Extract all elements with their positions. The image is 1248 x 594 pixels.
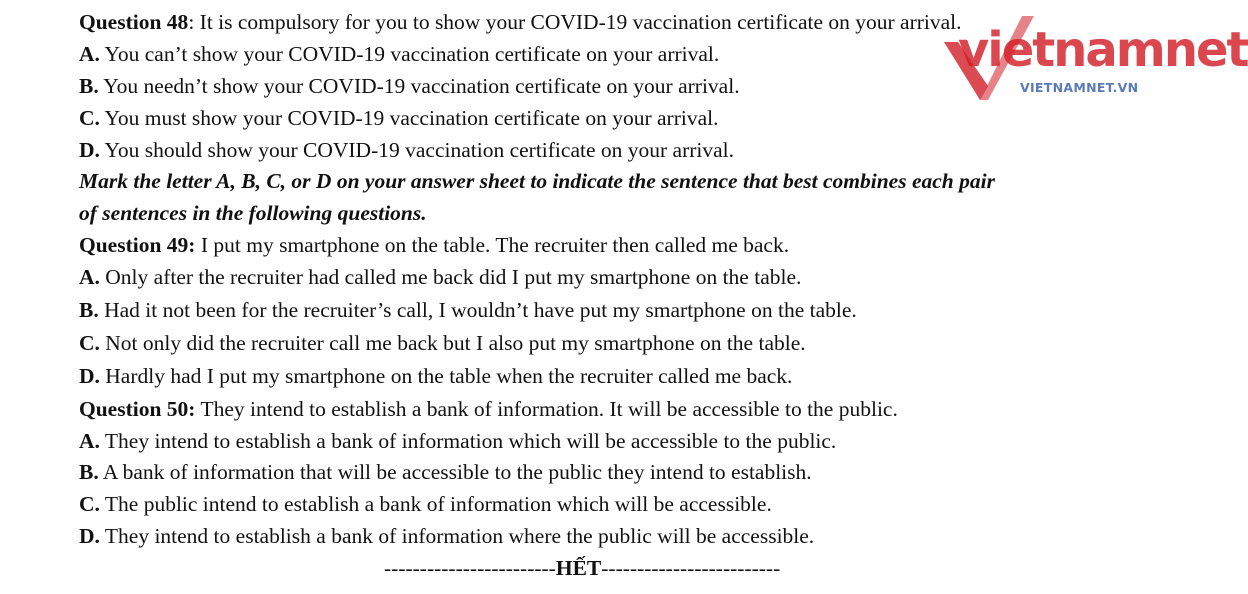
end-marker (384, 552, 780, 584)
end-dashes-right: ------------------------- (601, 556, 781, 580)
question-49-stem (79, 229, 789, 261)
option-text: The public intend to establish a bank of information which will be accessible. (99, 492, 772, 516)
option-letter: D. (79, 524, 100, 548)
option-letter: C. (79, 106, 100, 130)
watermark-brand: vietnamnet (958, 22, 1248, 78)
watermark-subtext: VIETNAMNET.VN (1020, 80, 1139, 95)
instruction-line-2: of sentences in the following questions. (79, 201, 427, 225)
option-text: Hardly had I put my smartphone on the table when the recruiter called me back. (99, 364, 793, 388)
instruction-line-1: Mark the letter A, B, C, or D on your answer sheet to indicate the sentence that best combines each pair (79, 169, 995, 193)
option-letter: A. (79, 429, 100, 453)
question-48-option-b (79, 70, 740, 102)
option-text: Not only did the recruiter call me back but I also put my smartphone on the table. (99, 331, 806, 355)
option-letter: D. (79, 364, 100, 388)
question-50-option-b (79, 456, 812, 488)
option-letter: B. (79, 74, 99, 98)
question-50-text: They intend to establish a bank of information. It will be accessible to the public. (195, 397, 898, 421)
question-48-option-a (79, 38, 719, 70)
vietnamnet-watermark (940, 14, 1248, 104)
option-letter: A. (79, 42, 100, 66)
option-text: You can’t show your COVID-19 vaccination certificate on your arrival. (99, 42, 720, 66)
question-48-text: : It is compulsory for you to show your COVID-19 vaccination certificate on your arrival. (188, 10, 962, 34)
question-48-option-d (79, 134, 734, 166)
option-letter: C. (79, 331, 100, 355)
question-48-stem (79, 6, 962, 38)
option-text: They intend to establish a bank of information which will be accessible to the public. (99, 429, 837, 453)
option-text: They intend to establish a bank of information where the public will be accessible. (99, 524, 815, 548)
question-50-stem (79, 393, 898, 425)
end-word: HẾT (555, 556, 602, 580)
question-48-label: Question 48 (79, 10, 189, 34)
option-letter: B. (79, 460, 99, 484)
option-text: You must show your COVID-19 vaccination certificate on your arrival. (99, 106, 719, 130)
option-letter: B. (79, 298, 99, 322)
option-text: You should show your COVID-19 vaccination certificate on your arrival. (99, 138, 735, 162)
question-49-option-c (79, 327, 806, 359)
question-49-text: I put my smartphone on the table. The recruiter then called me back. (195, 233, 790, 257)
option-letter: D. (79, 138, 100, 162)
question-49-label: Question 49: (79, 233, 196, 257)
question-48-option-c (79, 102, 719, 134)
option-text: Had it not been for the recruiter’s call, I wouldn’t have put my smartphone on the table. (98, 298, 857, 322)
end-dashes-left: ------------------------ (384, 556, 556, 580)
question-50-option-c (79, 488, 772, 520)
option-text: A bank of information that will be accessible to the public they intend to establish. (98, 460, 812, 484)
question-49-option-b (79, 294, 857, 326)
question-49-option-d (79, 360, 792, 392)
question-50-option-d (79, 520, 814, 552)
option-letter: C. (79, 492, 100, 516)
question-50-label: Question 50: (79, 397, 196, 421)
question-49-option-a (79, 261, 801, 293)
question-50-option-a (79, 425, 836, 457)
option-text: Only after the recruiter had called me back did I put my smartphone on the table. (99, 265, 802, 289)
option-text: You needn’t show your COVID-19 vaccination certificate on your arrival. (98, 74, 740, 98)
option-letter: A. (79, 265, 100, 289)
